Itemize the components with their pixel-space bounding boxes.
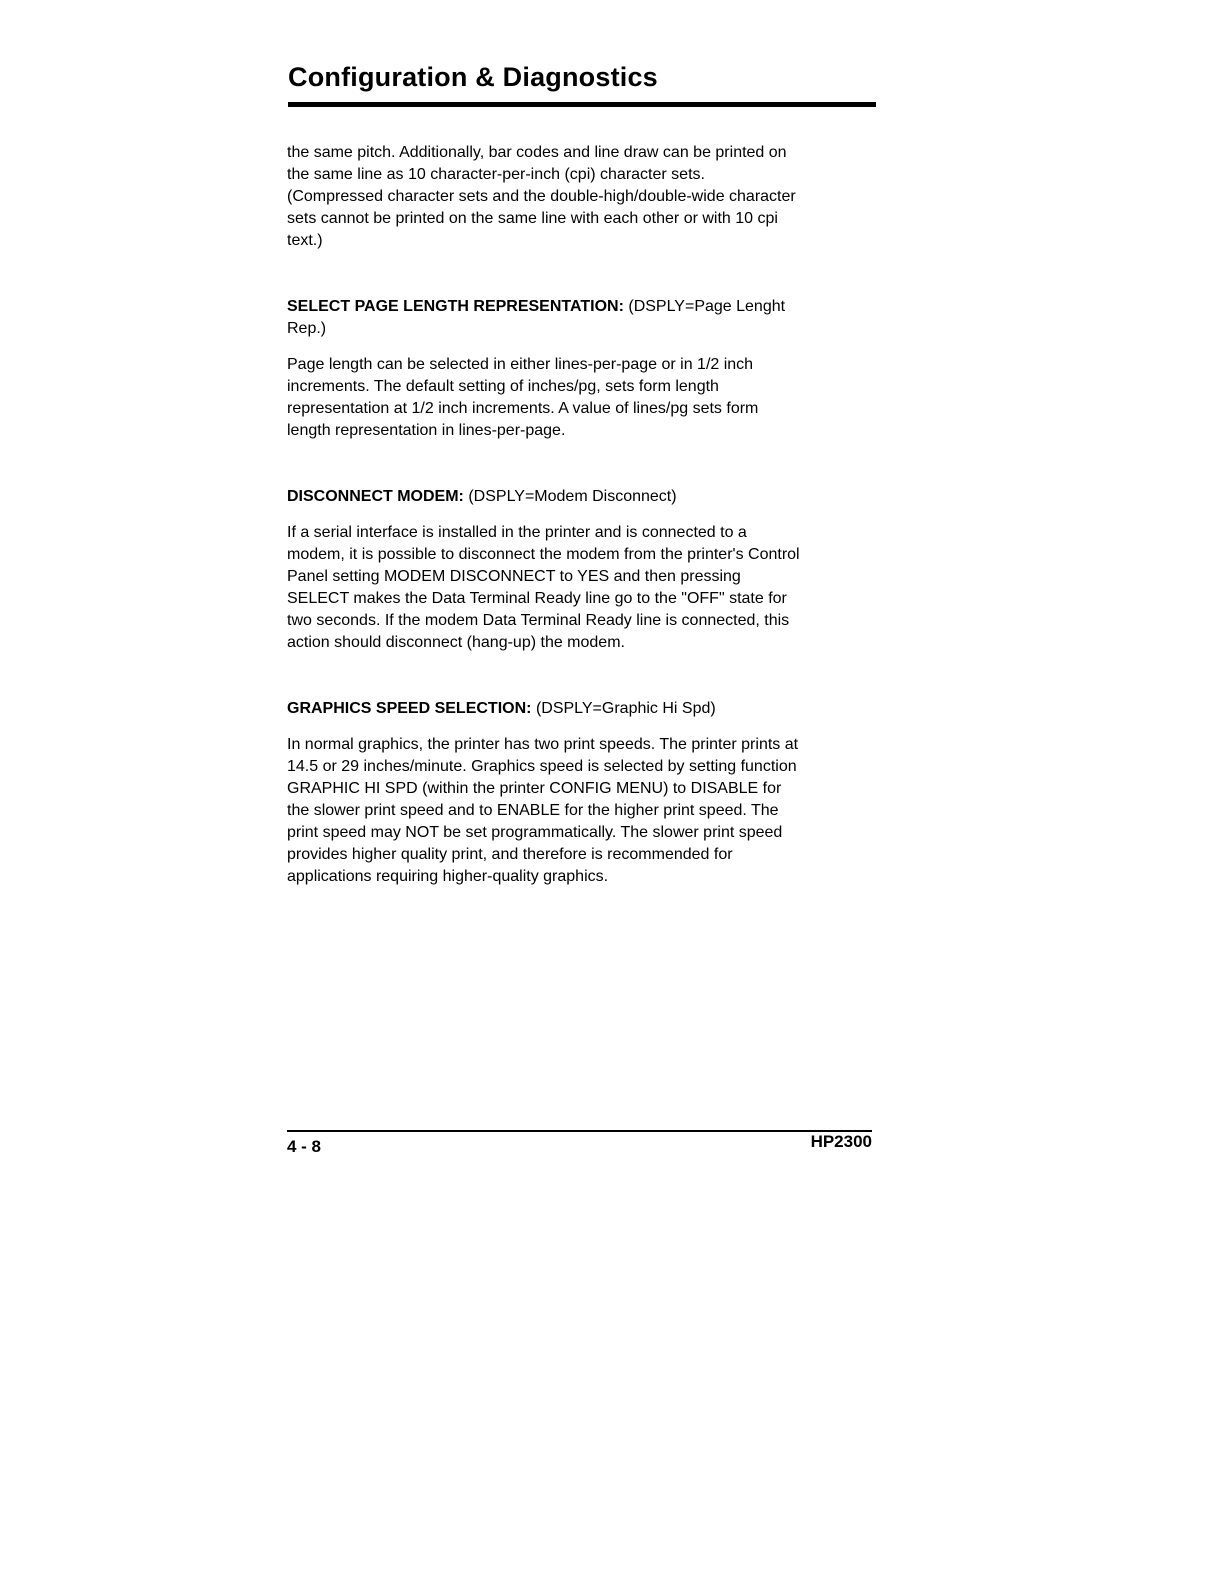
section-heading-display-cont: Rep.)	[287, 320, 327, 337]
section-heading-label: GRAPHICS SPEED SELECTION:	[287, 700, 532, 717]
title-rule	[288, 102, 876, 107]
text-line: In normal graphics, the printer has two print speeds. The printer prints at	[287, 736, 799, 753]
text-line: the same line as 10 character-per-inch (cpi) character sets.	[287, 166, 705, 183]
text-line: representation at 1/2 inch increments. A value of lines/pg sets form	[287, 400, 759, 417]
section-heading-label: DISCONNECT MODEM:	[287, 488, 464, 505]
text-line: print speed may NOT be set programmatically. The slower print speed	[287, 824, 783, 841]
section-heading-disconnect-modem	[287, 486, 879, 508]
page-title: Configuration & Diagnostics	[288, 62, 658, 92]
text-line: sets cannot be printed on the same line with each other or with 10 cpi	[287, 210, 778, 227]
model-identifier: HP2300	[810, 1132, 872, 1151]
text-line: Page length can be selected in either lines-per-page or in 1/2 inch	[287, 356, 754, 373]
text-line: modem, it is possible to disconnect the modem from the printer's Control	[287, 546, 800, 563]
section-heading-display: (DSPLY=Graphic Hi Spd)	[535, 700, 716, 717]
page-body	[287, 142, 879, 888]
text-line: If a serial interface is installed in the printer and is connected to a	[287, 524, 747, 541]
intro-paragraph	[287, 142, 879, 252]
text-line: provides higher quality print, and therefore is recommended for	[287, 846, 733, 863]
footer-rule	[287, 1130, 872, 1132]
section-heading-label: SELECT PAGE LENGTH REPRESENTATION:	[287, 298, 624, 315]
text-line: Panel setting MODEM DISCONNECT to YES and then pressing	[287, 568, 741, 585]
section-paragraph-disconnect-modem	[287, 522, 879, 654]
text-line: the same pitch. Additionally, bar codes and line draw can be printed on	[287, 144, 787, 161]
text-line: text.)	[287, 232, 323, 249]
section-heading-display: (DSPLY=Page Lenght	[628, 298, 786, 315]
text-line: increments. The default setting of inches/pg, sets form length	[287, 378, 719, 395]
text-line: action should disconnect (hang-up) the modem.	[287, 634, 625, 651]
text-line: 14.5 or 29 inches/minute. Graphics speed is selected by setting function	[287, 758, 797, 775]
section-heading-display: (DSPLY=Modem Disconnect)	[468, 488, 677, 505]
text-line: length representation in lines-per-page.	[287, 422, 566, 439]
section-heading-page-length	[287, 296, 879, 340]
page-number: 4 - 8	[287, 1137, 322, 1156]
text-line: (Compressed character sets and the double-high/double-wide character	[287, 188, 796, 205]
section-paragraph-page-length	[287, 354, 879, 442]
text-line: two seconds. If the modem Data Terminal Ready line is connected, this	[287, 612, 790, 629]
text-line: GRAPHIC HI SPD (within the printer CONFIG MENU) to DISABLE for	[287, 780, 782, 797]
section-paragraph-graphics-speed	[287, 734, 879, 888]
text-line: applications requiring higher-quality graphics.	[287, 868, 609, 885]
text-line: SELECT makes the Data Terminal Ready line go to the "OFF" state for	[287, 590, 787, 607]
section-heading-graphics-speed	[287, 698, 879, 720]
text-line: the slower print speed and to ENABLE for the higher print speed. The	[287, 802, 779, 819]
